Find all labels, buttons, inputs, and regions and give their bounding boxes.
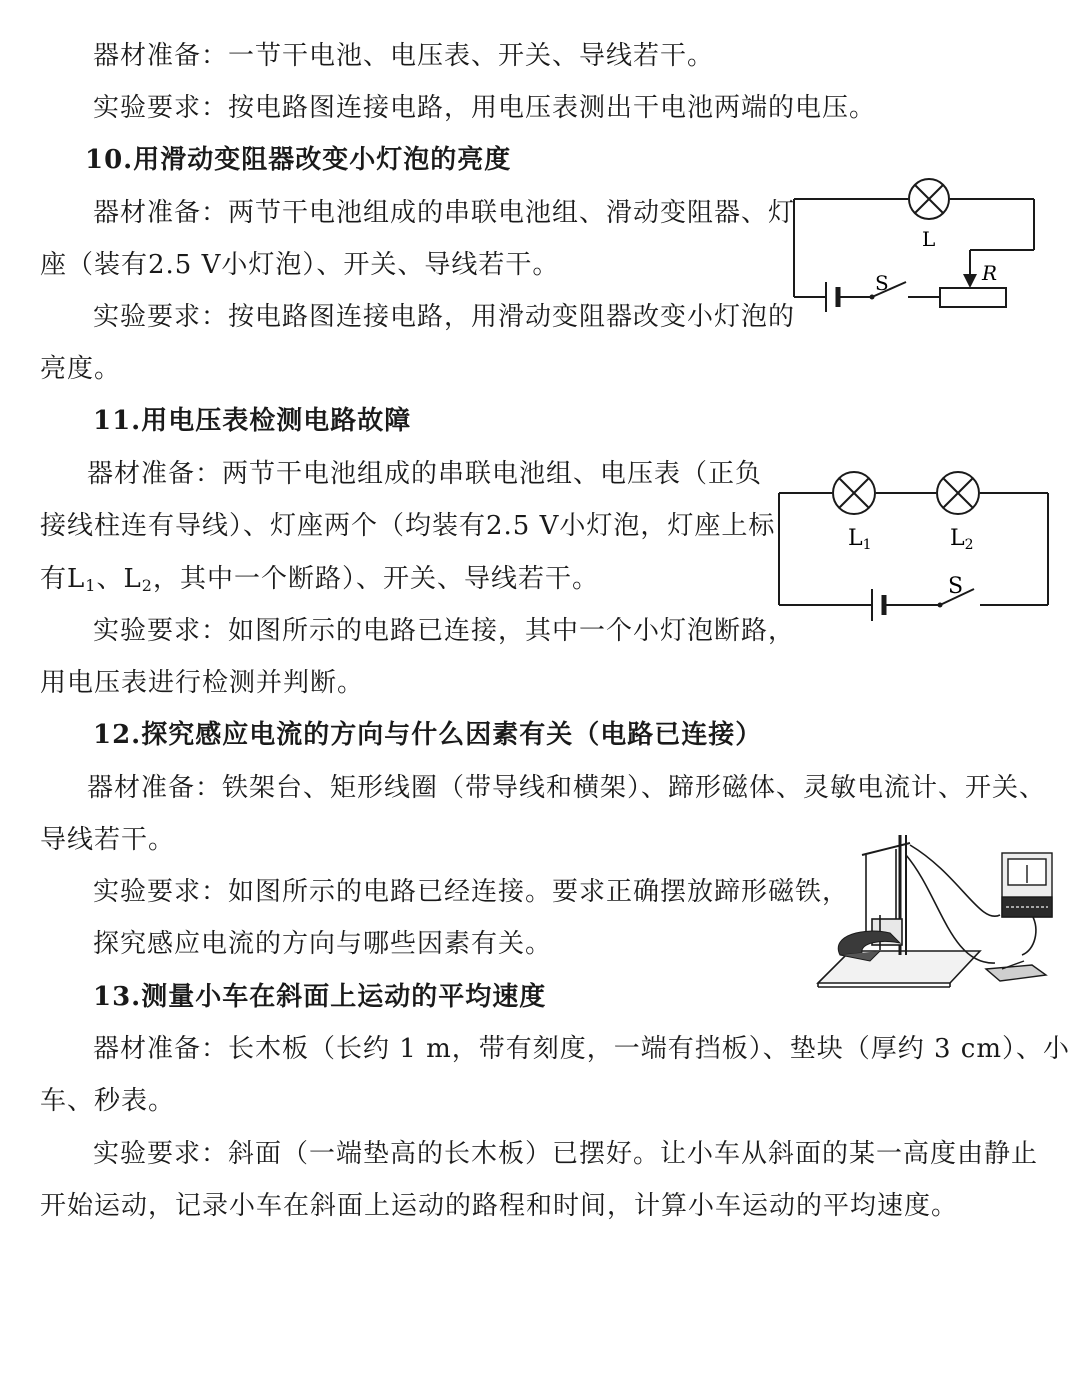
text-line: 实验要求：如图所示的电路已经连接。要求正确摆放蹄形磁铁， (93, 877, 850, 907)
lamp-1-label (848, 526, 872, 553)
text-line: 器材准备：两节干电池组成的串联电池组、滑动变阻器、灯 (93, 198, 796, 228)
text-line: 开始运动，记录小车在斜面上运动的路程和时间，计算小车运动的平均速度。 (40, 1191, 959, 1221)
switch-label: S (948, 574, 964, 599)
text-line: 车、秒表。 (40, 1086, 176, 1116)
battery-icon (826, 282, 838, 312)
text-line: 实验要求：如图所示的电路已连接，其中一个小灯泡断路， (93, 616, 796, 646)
lamp-label: L (922, 227, 936, 251)
rheostat-label: R (982, 261, 998, 285)
lamp-1-subscript: 1 (862, 537, 872, 553)
lamp-icon (909, 179, 949, 219)
text-line: 亮度。 (40, 354, 122, 384)
text-line: 实验要求：斜面（一端垫高的长木板）已摆好。让小车从斜面的某一高度由静止 (93, 1139, 1039, 1169)
lamp-2-label (950, 526, 974, 553)
section-13-title: 13.测量小车在斜面上运动的平均速度 (93, 982, 547, 1012)
battery-icon (872, 589, 884, 621)
text-segment: 、L (96, 564, 142, 594)
section-11-title: 11.用电压表检测电路故障 (93, 406, 412, 436)
lamp-1-letter: L (848, 526, 863, 551)
section-12-title: 12.探究感应电流的方向与什么因素有关（电路已连接） (93, 720, 763, 750)
text-line: 导线若干。 (40, 825, 176, 855)
text-line: 器材准备：一节干电池、电压表、开关、导线若干。 (93, 41, 715, 71)
lamp-icon (833, 472, 875, 514)
lamp-2-letter: L (950, 526, 965, 551)
induction-apparatus-icon (810, 815, 1060, 995)
section-10-title: 10.用滑动变阻器改变小灯泡的亮度 (85, 145, 512, 175)
text-line: 接线柱连有导线）、灯座两个（均装有2.5 V小灯泡，灯座上标 (40, 511, 776, 541)
text-line: 座（装有2.5 V小灯泡）、开关、导线若干。 (40, 250, 560, 280)
circuit-diagram-two-lamps (770, 465, 1060, 635)
text-line: 实验要求：按电路图连接电路，用滑动变阻器改变小灯泡的 (93, 302, 796, 332)
text-line: 探究感应电流的方向与哪些因素有关。 (93, 929, 553, 959)
text-line: 器材准备：长木板（长约 1 m，带有刻度，一端有挡板）、垫块（厚约 3 cm）、小 (93, 1034, 1071, 1064)
text-line: 器材准备：铁架台、矩形线圈（带导线和横架）、蹄形磁体、灵敏电流计、开关、 (87, 773, 1047, 803)
text-segment: ，其中一个断路）、开关、导线若干。 (152, 564, 599, 594)
text-line: 实验要求：按电路图连接电路，用电压表测出干电池两端的电压。 (93, 93, 877, 123)
text-line: 用电压表进行检测并判断。 (40, 668, 365, 698)
switch-label: S (875, 271, 889, 295)
text-line (40, 559, 599, 606)
subscript: 1 (85, 576, 97, 595)
lamp-2-subscript: 2 (964, 537, 974, 553)
text-line: 器材准备：两节干电池组成的串联电池组、电压表（正负 (87, 459, 763, 489)
subscript: 2 (141, 576, 153, 595)
text-segment: 有L (40, 564, 86, 594)
lamp-icon (937, 472, 979, 514)
circuit-diagram-rheostat (780, 170, 1050, 330)
